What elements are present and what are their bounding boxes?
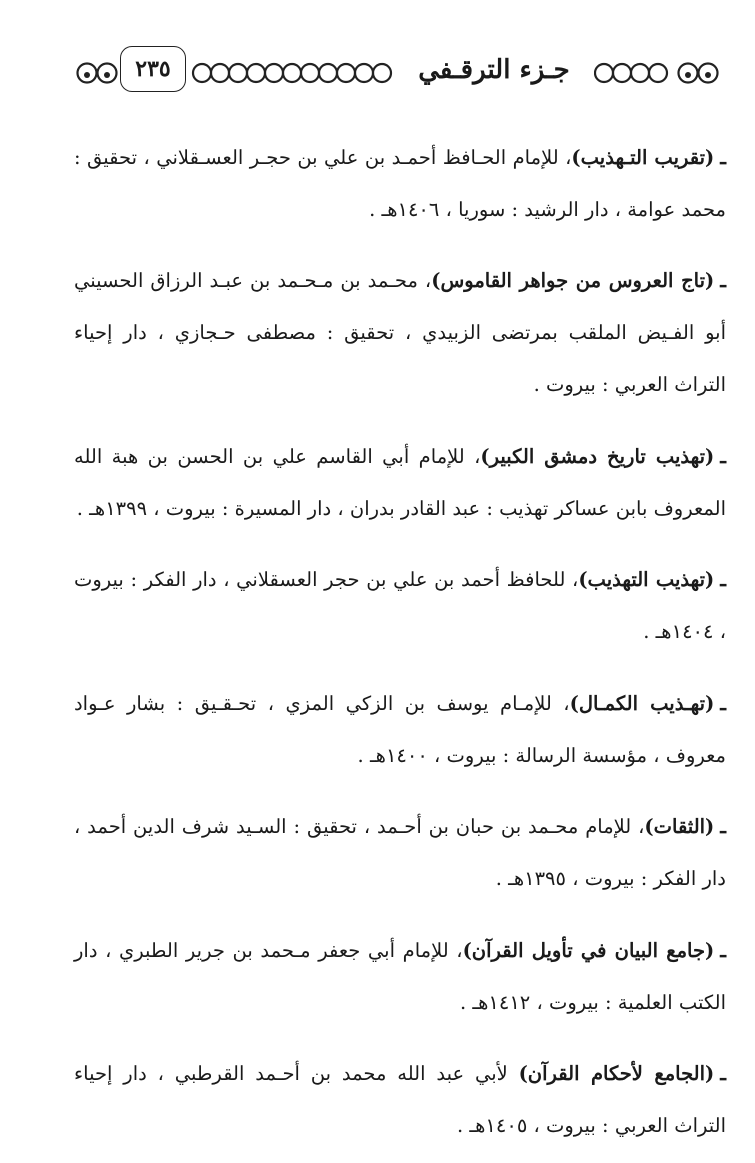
ornament-ring [247, 64, 265, 82]
entry-details: ، للإمام أبي جعفر مـحمد بن جرير الطبري ، دار الكتب العلمية : بيروت ، ١٤١٢هـ . [74, 938, 726, 1014]
book-title: (جامع البيان في تأويل القرآن) [462, 938, 715, 962]
book-title: (تهـذيب الكمـال) [569, 691, 715, 715]
ornament-ring [613, 64, 631, 82]
page-header [74, 46, 724, 104]
book-title: (تهذيب تاريخ دمشق الكبير) [480, 444, 715, 468]
ornament-ring [631, 64, 649, 82]
bibliography-entry: ـ(تقريب التـهذيب)، للإمام الحـافظ أحمـد بن علي بن حجـر العسـقلاني ، تحقيق : محمد عوامة ، دار الرشيد : سوريا ، ١٤٠٦هـ . [74, 145, 727, 221]
ornament-ring [265, 64, 283, 82]
entry-details: ، محـمد بن مـحـمد بن عبـد الرزاق الحسيني أبو الفـيض الملقب بمرتضى الزبيدي ، تحقيق : مصطفى حـجازي ، دار إحياء التراث العربي : بيروت . [74, 269, 726, 396]
entry-details: ، للإمام الحـافظ أحمـد بن علي بن حجـر العسـقلاني ، تحقيق : محمد عوامة ، دار الرشيد : سوريا ، ١٤٠٦هـ . [74, 145, 726, 221]
book-title: (تقريب التـهذيب) [571, 145, 715, 169]
ornament-ring [193, 64, 211, 82]
book-title: (تاج العروس من جواهر القاموس) [431, 269, 715, 292]
book-title: (الجامع لأحكام القرآن) [518, 1062, 715, 1085]
bibliography-list [74, 112, 726, 1163]
ornament-ring [229, 64, 247, 82]
entry-details: ، للإمـام يوسف بن الزكي المزي ، تحـقـيق : بشار عـواد معروف ، مؤسسة الرسالة : بيروت ، ١٤٠٠هـ . [74, 691, 726, 767]
ornament-ring [301, 64, 319, 82]
bibliography-entry: ـ(تهذيب تاريخ دمشق الكبير)، للإمام أبي القاسم علي بن الحسن بن هبة الله المعروف بابن عساكر تهذيب : عبد القادر بدران ، دار المسيرة : بيروت ، ١٣٩٩هـ . [74, 444, 726, 520]
ornament-ring [355, 64, 373, 82]
running-title: جـزء الترقـفي [394, 50, 594, 90]
ornament-ring [595, 64, 613, 82]
book-title: (تهذيب التهذيب) [578, 568, 715, 591]
ornament-ring [319, 64, 337, 82]
book-title: (الثقات) [644, 815, 715, 838]
ornament-ring [649, 64, 667, 82]
bibliography-entry: ـ(الثقات)، للإمام محـمد بن حبان بن أحـمد ، تحقيق : السـيد شرف الدين أحمد ، دار الفكر : بيروت ، ١٣٩٥هـ . [74, 815, 726, 890]
entry-details: ، للحافظ أحمد بن علي بن حجر العسقلاني ، دار الفكر : بيروت ، ١٤٠٤هـ . [74, 568, 726, 643]
page-number: ٢٣٥ [120, 46, 186, 92]
entry-details: لأبي عبد الله محمد بن أحـمد القرطبي ، دار إحياء التراث العربي : بيروت ، ١٤٠٥هـ . [74, 1062, 726, 1137]
ornament-ring [373, 64, 391, 82]
ornament-ring [337, 64, 355, 82]
ornament-ring [283, 64, 301, 82]
entry-details: ، للإمام أبي القاسم علي بن الحسن بن هبة الله المعروف بابن عساكر تهذيب : عبد القادر بدران ، دار المسيرة : بيروت ، ١٣٩٩هـ . [74, 444, 726, 520]
bibliography-entry: ـ(الجامع لأحكام القرآن) لأبي عبد الله محمد بن أحـمد القرطبي ، دار إحياء التراث العربي : بيروت ، ١٤٠٥هـ . [74, 1062, 726, 1137]
bibliography-entry: ـ(تهذيب التهذيب)، للحافظ أحمد بن علي بن حجر العسقلاني ، دار الفكر : بيروت ، ١٤٠٤هـ . [74, 568, 726, 643]
bibliography-entry: ـ(جامع البيان في تأويل القرآن)، للإمام أبي جعفر مـحمد بن جرير الطبري ، دار الكتب العلمية : بيروت ، ١٤١٢هـ . [74, 938, 726, 1014]
ornament-ring [211, 64, 229, 82]
entry-details: ، للإمام محـمد بن حبان بن أحـمد ، تحقيق : السـيد شرف الدين أحمد ، دار الفكر : بيروت ، ١٣٩٥هـ . [74, 815, 726, 890]
bibliography-entry: ـ(تهـذيب الكمـال)، للإمـام يوسف بن الزكي المزي ، تحـقـيق : بشار عـواد معروف ، مؤسسة الرسالة : بيروت ، ١٤٠٠هـ . [74, 691, 727, 767]
bibliography-entry: ـ(تاج العروس من جواهر القاموس)، محـمد بن مـحـمد بن عبـد الرزاق الحسيني أبو الفـيض الملقب بمرتضى الزبيدي ، تحقيق : مصطفى حـجازي ، دار إحياء التراث العربي : بيروت . [74, 269, 726, 396]
